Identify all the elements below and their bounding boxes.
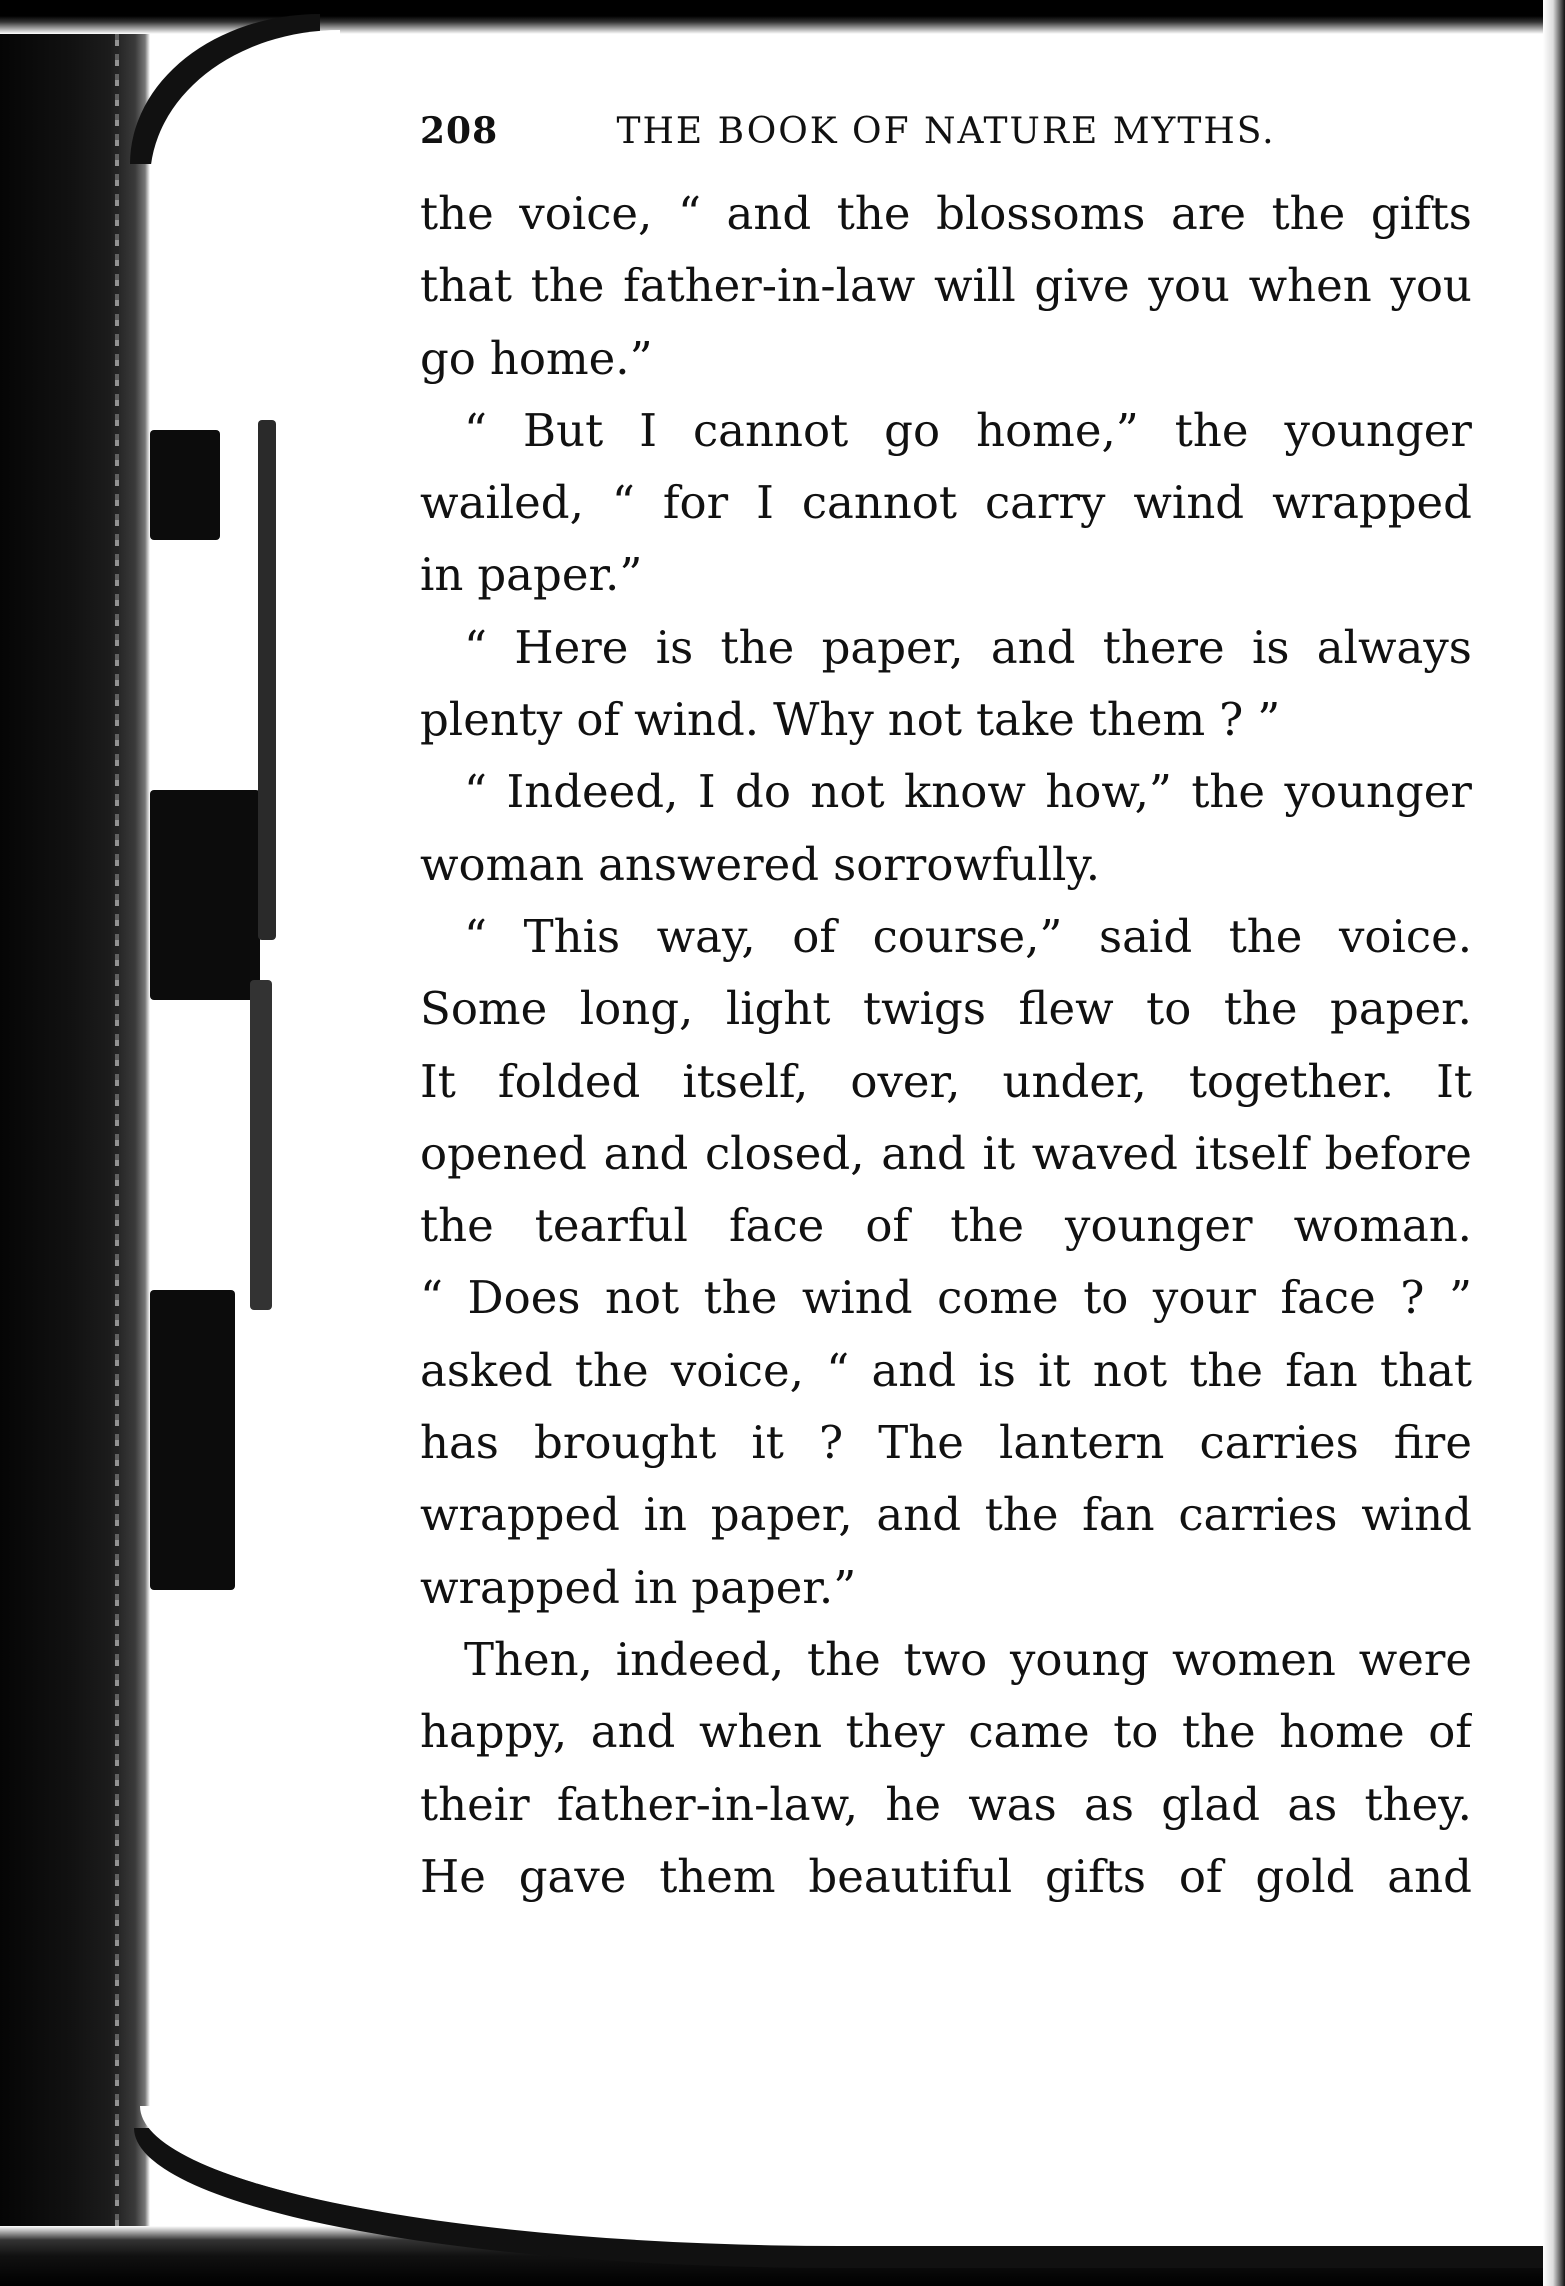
word: and (726, 187, 812, 240)
word: fan (1082, 1488, 1155, 1542)
word: waved (1031, 1126, 1178, 1180)
word: carries (1178, 1488, 1338, 1542)
word: and (881, 1126, 966, 1180)
word: and (590, 1705, 676, 1759)
word: It (420, 1054, 456, 1108)
word: and (990, 620, 1076, 674)
word: the (420, 187, 494, 240)
word: face (1280, 1271, 1376, 1325)
text-line (420, 1046, 1472, 1118)
word: are (1171, 187, 1246, 240)
word: glad (1161, 1777, 1261, 1831)
word: paper. (1330, 982, 1472, 1036)
word: do (735, 765, 791, 819)
word: the (836, 187, 911, 240)
word: for (662, 476, 729, 530)
text-line (420, 1190, 1472, 1262)
word: not (887, 693, 962, 747)
word: light (725, 982, 831, 1036)
word: younger (1065, 1199, 1253, 1253)
word: younger (1284, 403, 1472, 457)
word: ? (1400, 1271, 1425, 1325)
word: over, (850, 1054, 961, 1108)
word: This (523, 909, 621, 963)
word: they. (1364, 1777, 1472, 1831)
text-line (420, 901, 1472, 973)
word: blossoms (936, 187, 1146, 240)
word: when (1248, 259, 1372, 313)
word: is (978, 1343, 1016, 1397)
text-line (420, 250, 1472, 322)
word: But (523, 403, 604, 457)
word: ” (1257, 693, 1281, 747)
word: they (845, 1705, 945, 1759)
word: gold (1255, 1849, 1355, 1903)
word: “ (464, 765, 488, 819)
word: paper.” (477, 548, 643, 602)
body-text (420, 178, 1472, 1913)
word: and (871, 1343, 957, 1397)
word: way, (656, 909, 756, 963)
word: cannot (801, 476, 957, 530)
word: He (420, 1849, 486, 1903)
word: and (1387, 1849, 1472, 1903)
text-line (420, 323, 1472, 395)
text-line (420, 1118, 1472, 1190)
word: to (1113, 1705, 1159, 1759)
word: know (904, 765, 1026, 819)
word: wind (801, 1271, 913, 1325)
word: beautiful (808, 1849, 1013, 1903)
word: to (1083, 1271, 1129, 1325)
word: opened (420, 1126, 587, 1180)
word: home (1279, 1705, 1405, 1759)
word: asked (420, 1343, 553, 1397)
text-line (420, 612, 1472, 684)
word: wind (1133, 476, 1245, 530)
word: will (934, 259, 1016, 313)
word: Why (773, 693, 874, 747)
word: wrapped (420, 1560, 620, 1614)
word: voice. (1338, 909, 1472, 963)
word: when (698, 1705, 823, 1759)
text-line (420, 395, 1472, 467)
word: I (697, 765, 716, 819)
word: two (903, 1632, 988, 1686)
word: women (1172, 1632, 1336, 1686)
word: the (1223, 982, 1298, 1036)
word: the (1271, 187, 1346, 240)
word: the (574, 1343, 649, 1397)
text-line (420, 1552, 1472, 1624)
word: give (1034, 259, 1130, 313)
word: and (876, 1488, 962, 1542)
word: the (950, 1199, 1024, 1253)
text-line (420, 1624, 1472, 1696)
word: gave (518, 1849, 627, 1903)
word: wrapped (420, 1488, 620, 1542)
text-line (420, 1841, 1472, 1913)
word: fan (1285, 1343, 1358, 1397)
text-line (420, 756, 1472, 828)
word: lantern (998, 1416, 1165, 1470)
scan-ink-streak (150, 430, 220, 540)
word: twigs (863, 982, 986, 1036)
word: it (1038, 1343, 1071, 1397)
word: to (1146, 982, 1192, 1036)
word: indeed, (615, 1632, 785, 1686)
word: their (420, 1777, 530, 1831)
word: said (1099, 909, 1193, 963)
word: you (1390, 259, 1472, 313)
word: wrapped (1272, 476, 1472, 530)
word: “ (420, 1271, 444, 1325)
word: sorrowfully. (833, 837, 1101, 891)
word: the (1174, 403, 1249, 457)
word: cannot (692, 403, 849, 457)
word: face (728, 1199, 825, 1253)
scan-ink-streak (250, 980, 272, 1310)
word: the (807, 1632, 881, 1686)
word: there (1102, 620, 1225, 674)
word: together. (1188, 1054, 1395, 1108)
word: course,” (872, 909, 1063, 963)
word: I (639, 403, 657, 457)
word: go (884, 403, 941, 457)
text-line (420, 829, 1472, 901)
word: it (982, 1126, 1016, 1180)
text-line (420, 539, 1472, 611)
word: paper, (710, 1488, 853, 1542)
word: wind. (634, 693, 760, 747)
word: voice, (519, 187, 653, 240)
word: folded (497, 1054, 641, 1108)
word: carry (984, 476, 1106, 530)
word: in (633, 1560, 678, 1614)
word: in (643, 1488, 688, 1542)
word: ” (1448, 1271, 1472, 1325)
scan-ink-streak (258, 420, 276, 940)
word: Indeed, (506, 765, 679, 819)
word: the (530, 259, 605, 313)
scan-top-border (0, 0, 1565, 34)
scan-right-edge (1543, 0, 1565, 2286)
word: paper, (821, 620, 964, 674)
word: the (420, 1199, 494, 1253)
word: were (1358, 1632, 1472, 1686)
word: father-in-law, (556, 1777, 859, 1831)
word: woman. (1293, 1199, 1472, 1253)
text-line (420, 467, 1472, 539)
scan-ink-streak (150, 1290, 235, 1590)
word: as (1287, 1777, 1338, 1831)
text-line (420, 1262, 1472, 1334)
word: long, (579, 982, 694, 1036)
word: come (937, 1271, 1059, 1325)
word: It (1436, 1054, 1472, 1108)
word: before (1324, 1126, 1472, 1180)
page-number: 208 (420, 110, 499, 152)
word: brought (534, 1416, 717, 1470)
word: “ (464, 909, 488, 963)
text-line (420, 1769, 1472, 1841)
word: you (1148, 259, 1230, 313)
word: “ (677, 187, 701, 240)
text-line (420, 178, 1472, 250)
word: young (1009, 1632, 1150, 1686)
word: “ (464, 403, 488, 457)
word: ? (1219, 693, 1244, 747)
scan-spine-shadow (0, 0, 150, 2286)
word: that (420, 259, 512, 313)
word: flew (1018, 982, 1114, 1036)
word: not (810, 765, 885, 819)
word: the (1228, 909, 1303, 963)
word: them (1088, 693, 1206, 747)
word: happy, (420, 1705, 568, 1759)
word: has (420, 1416, 499, 1470)
word: home.” (489, 331, 653, 385)
word: answered (598, 837, 820, 891)
word: itself, (682, 1054, 809, 1108)
word: not (1092, 1343, 1168, 1397)
word: tearful (534, 1199, 688, 1253)
word: and (603, 1126, 689, 1180)
running-header (420, 110, 1472, 172)
word: of (792, 909, 837, 963)
scan-page-curl-bottom (140, 2106, 1565, 2246)
word: came (968, 1705, 1090, 1759)
word: the (1191, 765, 1266, 819)
word: woman (420, 837, 585, 891)
word: in (420, 548, 464, 602)
text-line (420, 1407, 1472, 1479)
text-line (420, 684, 1472, 756)
running-title: THE BOOK OF NATURE MYTHS. (616, 111, 1276, 152)
word: he (885, 1777, 941, 1831)
word: how,” (1045, 765, 1172, 819)
scan-page-curl-top (150, 30, 340, 180)
word: Does (467, 1271, 581, 1325)
word: under, (1002, 1054, 1147, 1108)
word: The (878, 1416, 964, 1470)
word: is (1251, 620, 1290, 674)
word: of (1178, 1849, 1223, 1903)
word: is (655, 620, 694, 674)
word: as (1084, 1777, 1134, 1831)
word: “ (826, 1343, 850, 1397)
word: father-in-law (623, 259, 916, 313)
word: wind (1361, 1488, 1472, 1542)
word: younger (1284, 765, 1472, 819)
word: of (576, 693, 621, 747)
word: the (703, 1271, 778, 1325)
word: ? (818, 1416, 844, 1470)
text-line (420, 973, 1472, 1045)
word: voice, (670, 1343, 804, 1397)
word: paper.” (691, 1560, 857, 1614)
word: them (659, 1849, 776, 1903)
word: not (604, 1271, 680, 1325)
word: fire (1393, 1416, 1472, 1470)
word: carries (1199, 1416, 1359, 1470)
text-line (420, 1335, 1472, 1407)
word: of (1428, 1705, 1472, 1759)
book-page (420, 110, 1472, 1913)
word: the (984, 1488, 1059, 1542)
word: was (968, 1777, 1057, 1831)
word: Then, (464, 1632, 593, 1686)
text-line (420, 1696, 1472, 1768)
word: Here (514, 620, 629, 674)
word: gifts (1370, 187, 1472, 240)
word: home,” (976, 403, 1139, 457)
word: go (420, 331, 476, 385)
word: the (1181, 1705, 1256, 1759)
text-line (420, 1479, 1472, 1551)
word: “ (464, 620, 488, 674)
word: the (1189, 1343, 1264, 1397)
word: Some (420, 982, 548, 1036)
word: itself (1194, 1126, 1308, 1180)
word: gifts (1044, 1849, 1146, 1903)
scan-ink-streak (150, 790, 260, 1000)
word: “ (611, 476, 635, 530)
word: closed, (704, 1126, 865, 1180)
word: your (1152, 1271, 1256, 1325)
word: it (751, 1416, 784, 1470)
word: that (1380, 1343, 1472, 1397)
word: always (1316, 620, 1472, 674)
word: I (756, 476, 774, 530)
word: take (975, 693, 1075, 747)
word: the (720, 620, 795, 674)
word: of (865, 1199, 910, 1253)
word: plenty (420, 693, 563, 747)
word: wailed, (420, 476, 584, 530)
